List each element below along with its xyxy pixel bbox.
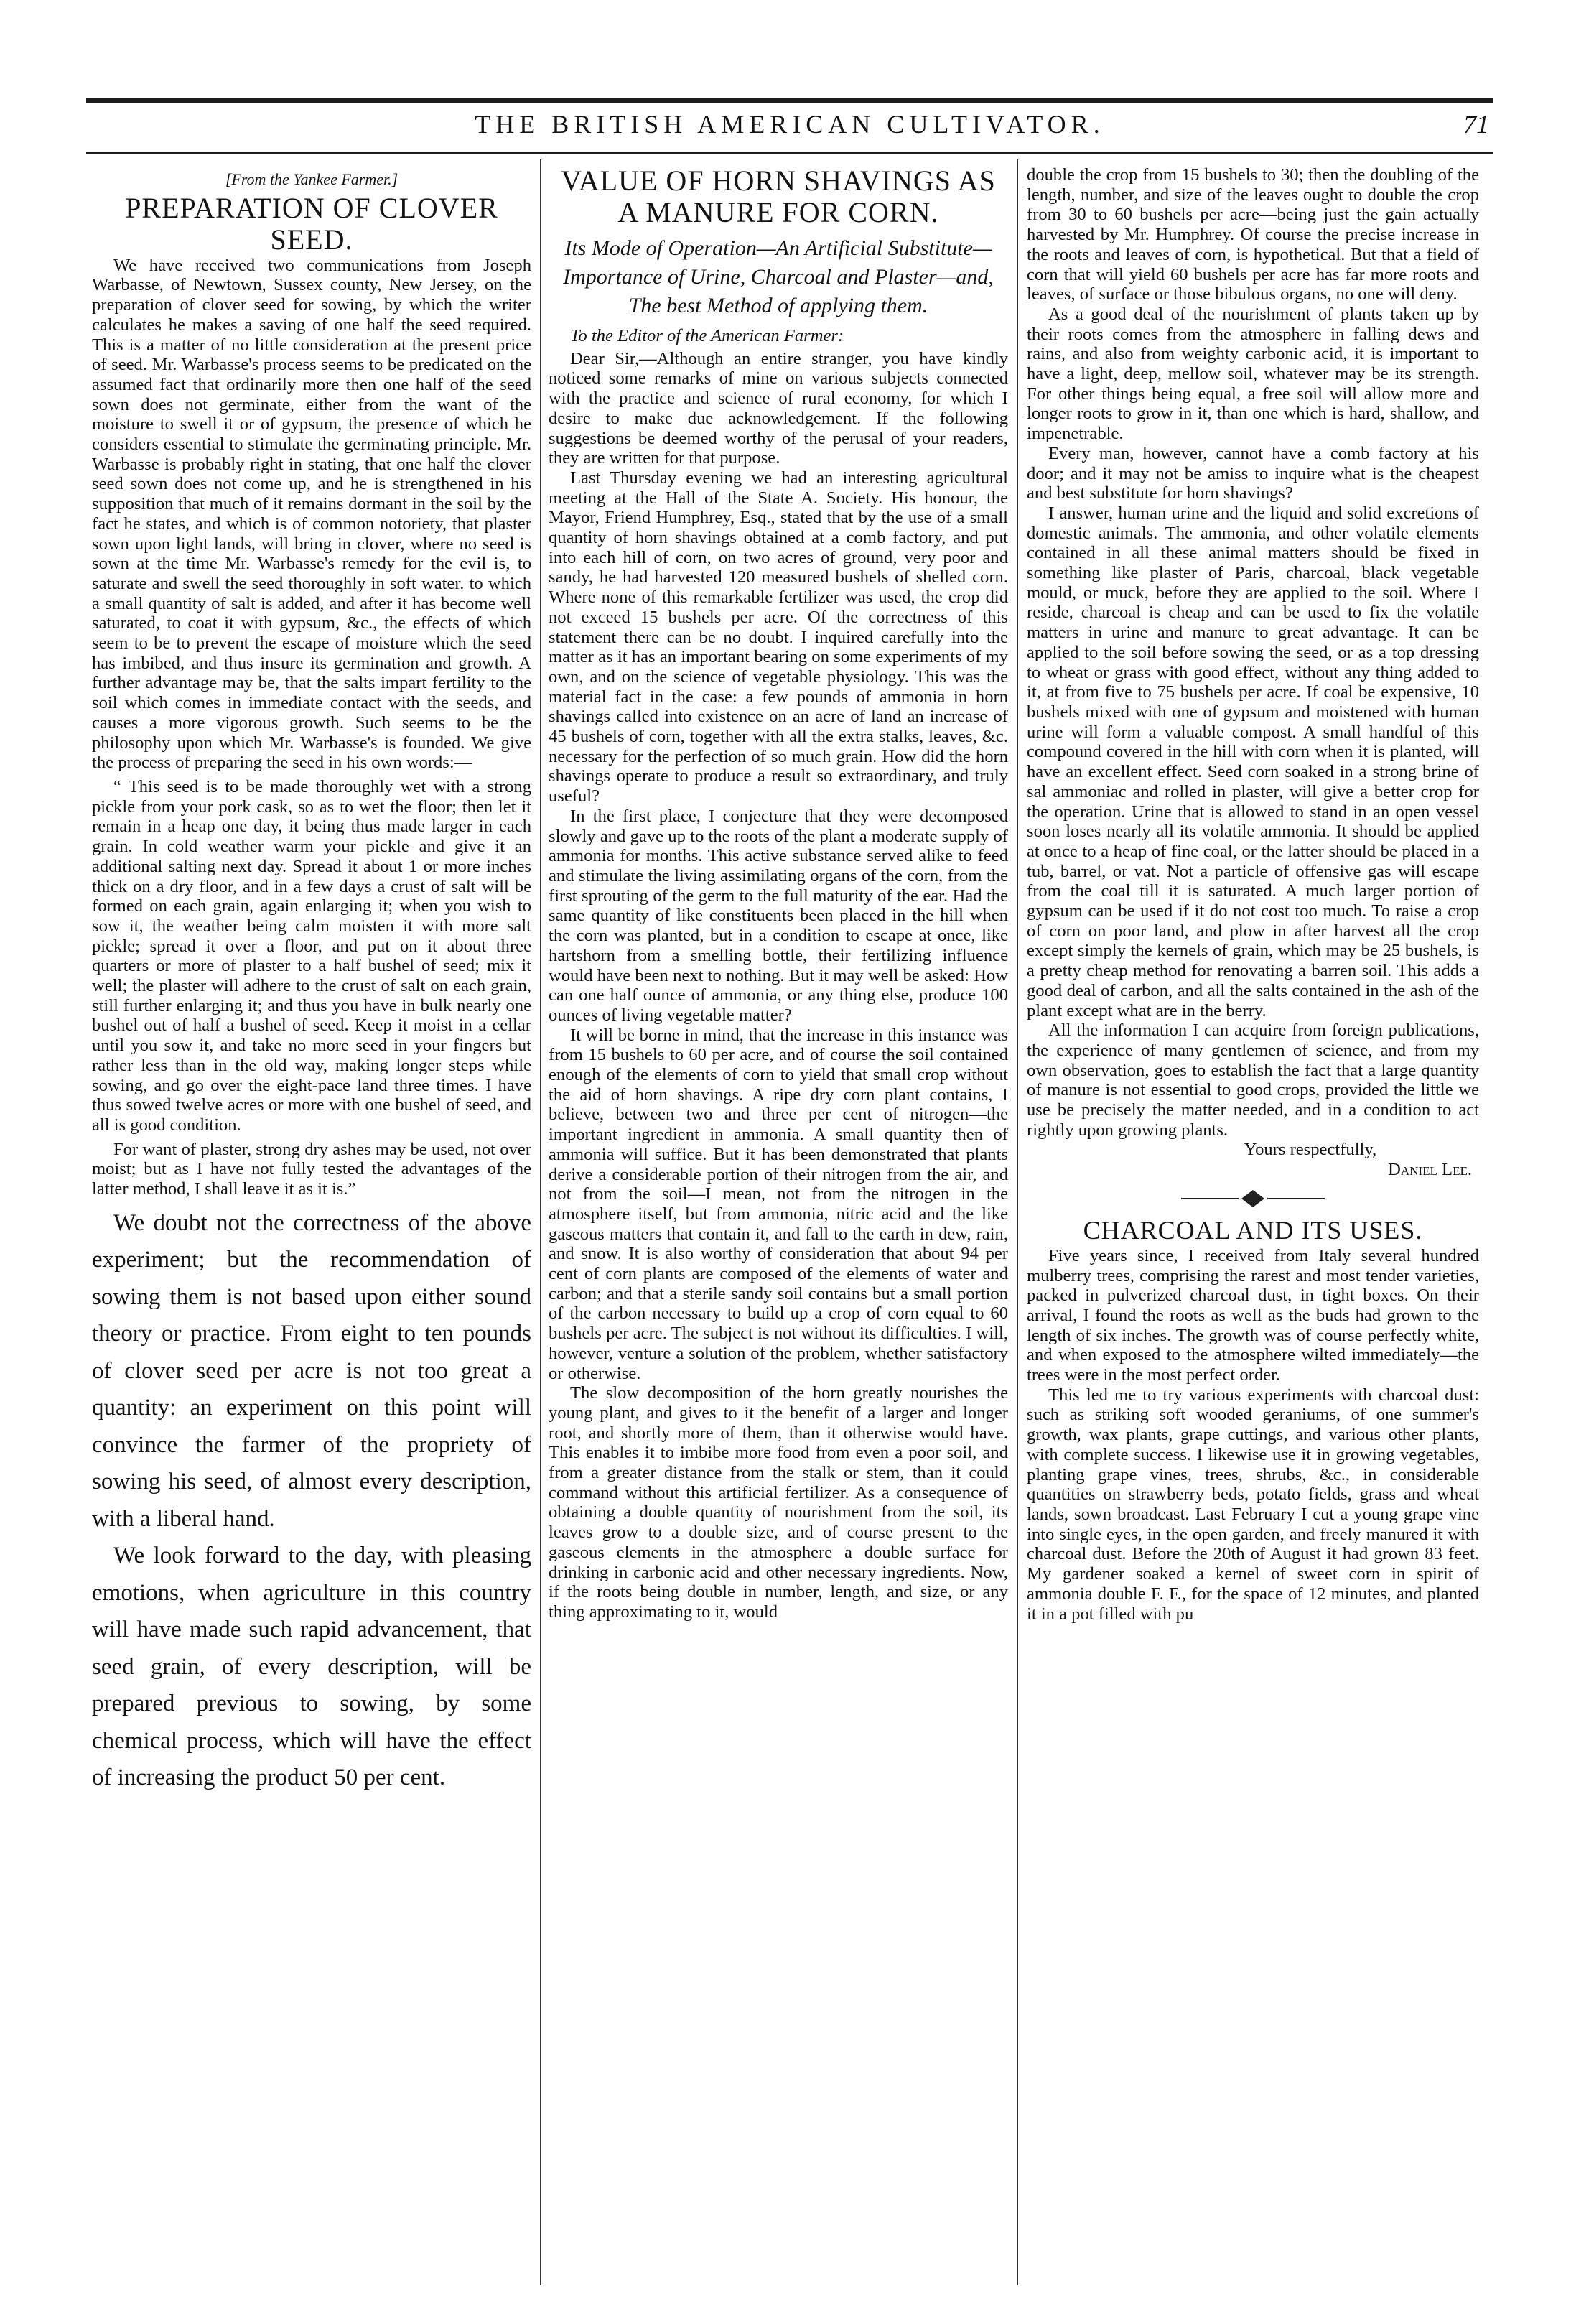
article-title: CHARCOAL AND ITS USES. xyxy=(1083,1215,1423,1245)
column-divider xyxy=(1017,159,1018,2285)
editorial-comment xyxy=(92,1205,531,1797)
column-middle xyxy=(549,165,1008,1622)
signature: Daniel Lee. xyxy=(1388,1160,1472,1180)
paragraph: All the information I can acquire from foreign publications, the experience of many gentlemen of science, and from my own observation, goes to establish the fact that a large quantity of manure is not essential to good crops, provided the little we use be precisely the matter needed, and in a condition to act rightly upon growing plants. xyxy=(1027,1021,1479,1140)
paragraph: “ This seed is to be made thoroughly wet with a strong pickle from your pork cask, so as to wet the floor; then let it remain in a heap one day, it being thus made larger in each grain. In cold weather warm your pickle and give it an additional salting next day. Spread it about 1 or more inches thick on a dry floor, and in a few days a crust of salt will be formed on each grain, again enlarging it; when you wish to sow it, the weather being calm moisten it with more salt pickle; spread it over a floor, and put on it about three quarters or more of plaster to a half bushel of seed; mix it well; the plaster will adhere to the crust of salt on each grain, still further enlarging it; and thus you have in bulk nearly one bushel out of half a bushel of seed. Keep it moist in a cellar until you sow it, and take no more seed in your fingers but rather less than in the old way, making longer steps while sowing, and go over the eight-pace land three times. I have thus sowed twelve acres or more with one bushel of seed, and all is good condition. xyxy=(92,776,531,1135)
column-left xyxy=(92,165,531,1797)
paragraph: We have received two communications from Joseph Warbasse, of Newtown, Sussex county, New Jersey, on the preparation of clover seed for sowing, by which the writer calculates he makes a saving of one half the seed required. This is a matter of no little consideration at the present price of seed. Mr. Warbasse's process seems to be predicated on the assumed fact that ordinarily more then one half of the seed sown does not germinate, either from the want of the moisture to swell it or of gypsum, the presence of which he considers essential to stimulate the germinating principle. Mr. Warbasse is probably right in stating, that one half the clover seed sown does not come up, and he is strengthened in his supposition that much of it remains dormant in the soil by the fact he states, and which is of common notoriety, that plaster sown upon light lands, will bring in clover, where no seed is sown at the time Mr. Warbasse's remedy for the evil is, to saturate and swell the seed thoroughly in soft water. to which a small quantity of salt is added, and after it has become well saturated, to coat it with gypsum, &c., the effects of which seem to be to prevent the escape of moisture which the seed has imbibed, and thus insure its germination and growth. A further advantage may be, that the salts impart fertility to the soil which comes in immediate contact with the seeds, and causes a more vigorous growth. Such seems to be the philosophy upon which Mr. Warbasse's is founded. We give the process of preparing the seed in his own words:— xyxy=(92,255,531,773)
paragraph: Five years since, I received from Italy several hundred mulberry trees, comprising the rarest and most tender varieties, packed in pulverized charcoal dust, in tight boxes. On their arrival, I found the roots as well as the buds had grown to the length of six inches. The growth was of course perfectly white, and when exposed to the atmosphere wilted immediately—the trees were in the most perfect order. xyxy=(1027,1245,1479,1385)
quoted-passage xyxy=(92,777,531,1199)
page-number: 71 xyxy=(1463,110,1489,139)
article-source: [From the Yankee Farmer.] xyxy=(225,170,398,188)
paragraph: For want of plaster, strong dry ashes may be used, not over moist; but as I have not fully tested the advantages of the latter method, I shall leave it as it is.” xyxy=(92,1139,531,1199)
paragraph: Every man, however, cannot have a comb factory at his door; and it may not be amiss to inquire what is the cheapest and best substitute for horn shavings? xyxy=(1027,443,1479,503)
paragraph: We look forward to the day, with pleasing emotions, when agriculture in this country will have made such rapid advancement, that seed grain, of every description, will be prepared previous to sowing, by some chemical process, which will have the effect of increasing the product 50 per cent. xyxy=(92,1543,531,1791)
closing: Yours respectfully, xyxy=(1244,1140,1377,1160)
paragraph: It will be borne in mind, that the increase in this instance was from 15 bushels to 60 per acre, and of course the soil contained enough of the elements of corn to yield that small crop without the aid of horn shavings. A ripe dry corn plant contains, I believe, between two and three per cent of nitrogen—the important ingredient in ammonia. A small quantity then of ammonia will suffice. But it has been demonstrated that plants derive a considerable portion of their nitrogen from the air, and not from the soil—I mean, not from the nitrogen in the atmosphere itself, but from ammonia, nitric acid and the like gaseous matters that contain it, and fall to the earth in dew, rain, and snow. It is also worthy of consideration that about 94 per cent of corn plants are composed of the elements of water and carbon; and that a sterile sandy soil contains but a small portion of the carbon necessary to build up a crop of corn equal to 60 bushels per acre. The subject is not without its difficulties. I will, however, venture a solution of the problem, whether satisfactory or otherwise. xyxy=(549,1025,1008,1383)
addressee: To the Editor of the American Farmer: xyxy=(570,326,844,345)
paragraph: We doubt not the correctness of the above experiment; but the recommendation of sowing them is not based upon either sound theory or practice. From eight to ten pounds of clover seed per acre is not too great a quantity: an experiment on this point will convince the farmer of the propriety of sowing his seed, of almost every description, with a liberal hand. xyxy=(92,1209,531,1532)
divider-ornament-icon xyxy=(1174,1189,1332,1209)
header-rule xyxy=(86,152,1493,154)
article-title: PREPARATION OF CLOVER SEED. xyxy=(125,191,498,256)
running-title: THE BRITISH AMERICAN CULTIVATOR. xyxy=(475,110,1105,139)
paragraph: As a good deal of the nourishment of plants taken up by their roots comes from the atmosphere in falling dews and rains, and also from weighty carbonic acid, it is important to have a light, deep, mellow soil, whatever may be its strength. For other things being equal, a free soil will allow more and longer roots to grow in it, than one which is hard, shallow, and impenetrable. xyxy=(1027,304,1479,444)
page-header xyxy=(86,108,1493,148)
paragraph: Dear Sir,—Although an entire stranger, you have kindly noticed some remarks of mine on various subjects connected with the practice and science of rural economy, for which I desire to make due acknowledgement. If the following suggestions be deemed worthy of the perusal of your readers, they are written for that purpose. xyxy=(549,348,1008,468)
article-title: VALUE OF HORN SHAVINGS AS A MANURE FOR CORN. xyxy=(561,164,996,228)
article-subtitle: Its Mode of Operation—An Artificial Substitute—Importance of Urine, Charcoal and Plaster—and, The best Method of applying them. xyxy=(563,236,994,317)
paragraph: double the crop from 15 bushels to 30; then the doubling of the length, number, and size of the leaves ought to double the crop from 30 to 60 bushels per acre—being just the gain actually harvested by Mr. Humphrey. Of course the precise increase in the roots and leaves of corn, is hypothetical. But that a field of corn that will yield 60 bushels per acre has far more roots and leaves, of surface or those bibulous organs, no one will deny. xyxy=(1027,165,1479,305)
paragraph: This led me to try various experiments with charcoal dust: such as striking soft wooded geraniums, of one summer's growth, wax plants, grape cuttings, and various other plants, with complete success. I likewise use it in growing vegetables, planting grape vines, trees, shrubs, &c., in considerable quantities on strawberry beds, potato fields, grass and wheat lands, sown broadcast. Last February I cut a young grape vine into single eyes, in the open garden, and freely manured it with charcoal dust. Before the 20th of August it had grown 83 feet. My gardener soaked a kernel of sweet corn in spirit of ammonia double F. F., for the space of 12 minutes, and planted it in a pot filled with pu xyxy=(1027,1385,1479,1624)
column-divider xyxy=(540,159,541,2285)
column-right xyxy=(1027,165,1479,1624)
paragraph: I answer, human urine and the liquid and solid excretions of domestic animals. The ammonia, and other volatile elements contained in all these animal matters should be fixed in something like plaster of Paris, charcoal, black vegetable mould, or muck, before they are applied to the soil. Where I reside, charcoal is cheap and can be used to fix the volatile matters in urine and manure to great advantage. It can be applied to the soil before sowing the seed, or as a top dressing to wheat or grass with good effect, without any thing added to it, at from five to 75 bushels per acre. If coal be expensive, 10 bushels mixed with one of gypsum and moistened with human urine will form a valuable compost. A small handful of this compound covered in the hill with corn when it is planted, will have an excellent effect. Seed corn soaked in a strong brine of sal ammoniac and rolled in plaster, will give a better crop for the operation. Urine that is allowed to stand in an open vessel soon loses nearly all its volatile ammonia. It should be applied at once to a heap of fine coal, or the latter should be placed in a tub, barrel, or vat. Not a particle of offensive gas will escape from the coal till it is saturated. A much larger portion of gypsum can be used if it do not cost too much. To raise a crop of corn on poor land, and plow in after harvest all the crop except simply the kernels of grain, which may be 25 bushels, is a pretty cheap method for renovating a barren soil. This adds a good deal of carbon, and all the salts contained in the ash of the plant except what are in the berry. xyxy=(1027,503,1479,1021)
paragraph: In the first place, I conjecture that they were decomposed slowly and gave up to the roots of the plant a moderate supply of ammonia for months. This active substance served alike to feed and stimulate the living assimilating organs of the corn, from the first sprouting of the germ to the full maturity of the ear. Had the same quantity of like constituents been placed in the hill when the corn was planted, but in a condition to escape at once, like hartshorn from a smelling bottle, their fertilizing influence would have been next to nothing. But it may well be asked: How can one half ounce of ammonia, or any thing else, produce 100 ounces of living vegetable matter? xyxy=(549,806,1008,1025)
paragraph: Last Thursday evening we had an interesting agricultural meeting at the Hall of the State A. Society. His honour, the Mayor, Friend Humphrey, Esq., stated that by the use of a small quantity of horn shavings obtained at a comb factory, and put into each hill of corn, on two acres of ground, very poor and sandy, he had harvested 120 measured bushels of shelled corn. Where none of this remarkable fertilizer was used, the crop did not exceed 15 bushels per acre. Of the correctness of this statement there can be no doubt. I inquired carefully into the matter as it has an important bearing on some experiments of my own, and on the science of vegetable physiology. This was the material fact in the case: a few pounds of ammonia in horn shavings called into existence on an acre of land an increase of 45 bushels of corn, together with all the extra stalks, leaves, &c. necessary for the perfection of so much grain. How did the horn shavings operate to produce a result so extraordinary, and truly useful? xyxy=(549,468,1008,807)
top-rule xyxy=(86,98,1493,103)
paragraph: The slow decomposition of the horn greatly nourishes the young plant, and gives to it the benefit of a larger and longer root, and shortly more of them, than it otherwise would have. This enables it to imbibe more food from even a poor soil, and from a greater distance from the stalk or stem, than it could command without this artificial fertilizer. As a consequence of obtaining a double quantity of nourishment from the soil, its leaves grow to a double size, and of course present to the gaseous elements in the atmosphere a double surface for drinking in carbonic acid and other necessary ingredients. Now, if the roots being double in number, length, and size, or any thing approximating to it, would xyxy=(549,1383,1008,1622)
